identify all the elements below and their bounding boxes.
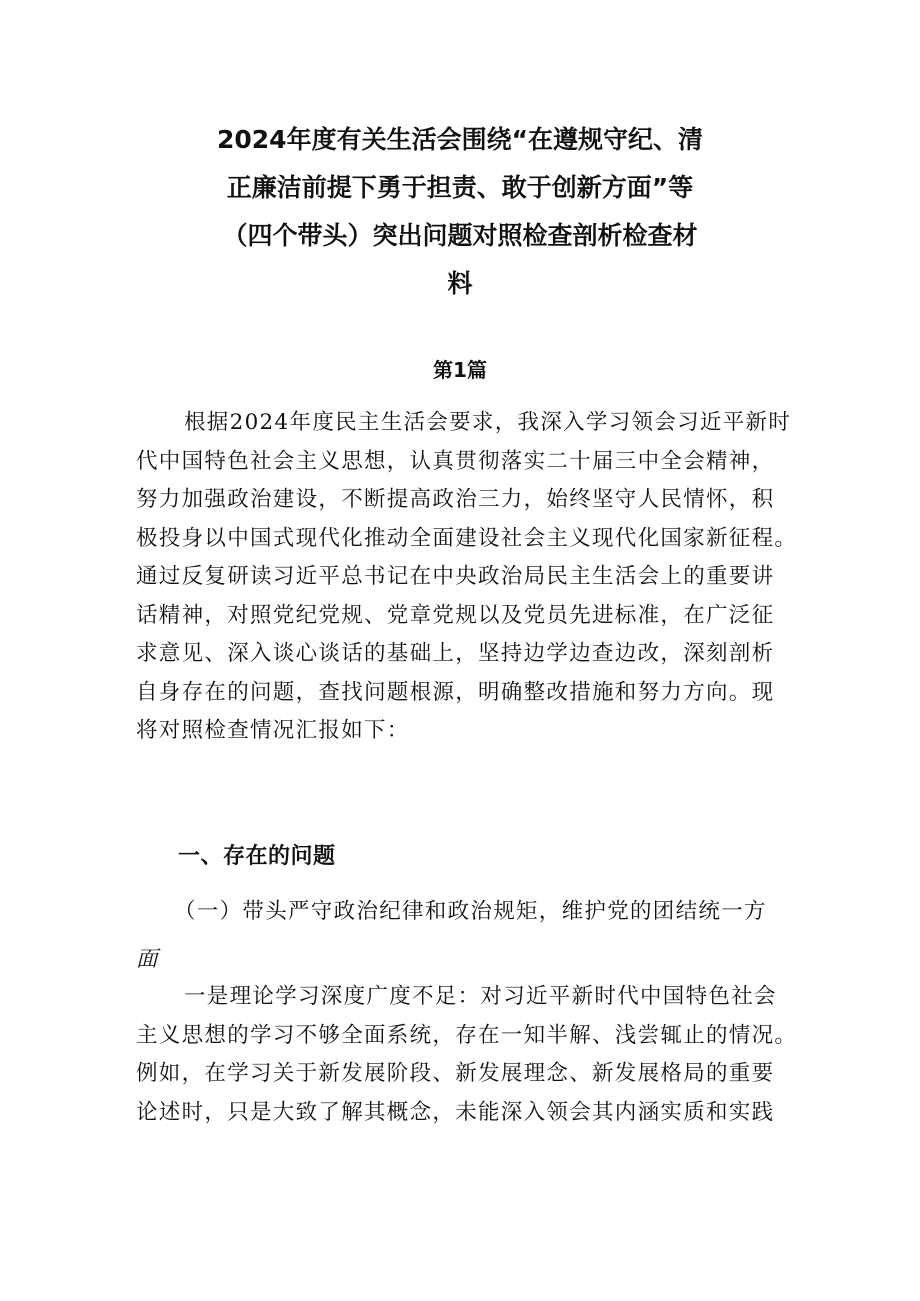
paragraph-intro — [136, 404, 796, 751]
title-line: 2024年度有关生活会围绕“在遵规守纪、清 — [216, 125, 703, 154]
paragraph-line: 论述时，只是大致了解其概念，未能深入领会其内涵实质和实践 — [136, 1099, 775, 1125]
section-heading: 一、存在的问题 — [178, 844, 336, 869]
subsection-heading — [136, 888, 796, 984]
chapter-label: 第1篇 — [433, 358, 487, 382]
document-title — [190, 116, 730, 308]
paragraph-line: 将对照检查情况汇报如下： — [136, 718, 410, 743]
subsection-heading-line: 面 — [136, 947, 159, 972]
paragraph-line: 极投身以中国式现代化推动全面建设社会主义现代化国家新征程。 — [136, 525, 798, 551]
title-line: 料 — [447, 269, 473, 298]
paragraph-line: 通过反复研读习近平总书记在中央政治局民主生活会上的重要讲 — [136, 564, 775, 589]
subsection-heading-line: （一）带头严守政治纪律和政治规矩，维护党的团结统一方 — [174, 899, 767, 924]
paragraph-line: 代中国特色社会主义思想，认真贯彻落实二十届三中全会精神， — [136, 448, 775, 474]
paragraph-line: 例如，在学习关于新发展阶段、新发展理念、新发展格局的重要 — [136, 1061, 775, 1086]
paragraph-line: 求意见、深入谈心谈话的基础上，坚持边学边查边改，深刻剖析 — [136, 641, 775, 666]
paragraph-line: 一是理论学习深度广度不足：对习近平新时代中国特色社会 — [184, 984, 777, 1009]
paragraph-line: 自身存在的问题，查找问题根源，明确整改措施和努力方向。现 — [136, 679, 775, 705]
title-line: 正廉洁前提下勇于担责、敢于创新方面”等 — [226, 173, 694, 202]
title-line: （四个带头）突出问题对照检查剖析检查材 — [222, 221, 698, 250]
paragraph-line: 话精神，对照党纪党规、党章党规以及党员先进标准，在广泛征 — [136, 602, 775, 628]
paragraph-problem-1 — [136, 978, 796, 1132]
paragraph-line: 根据2024年度民主生活会要求，我深入学习领会习近平新时 — [184, 410, 792, 435]
paragraph-line: 努力加强政治建设，不断提高政治三力，始终坚守人民情怀，积 — [136, 487, 775, 512]
paragraph-line: 主义思想的学习不够全面系统，存在一知半解、浅尝辄止的情况。 — [136, 1022, 798, 1048]
